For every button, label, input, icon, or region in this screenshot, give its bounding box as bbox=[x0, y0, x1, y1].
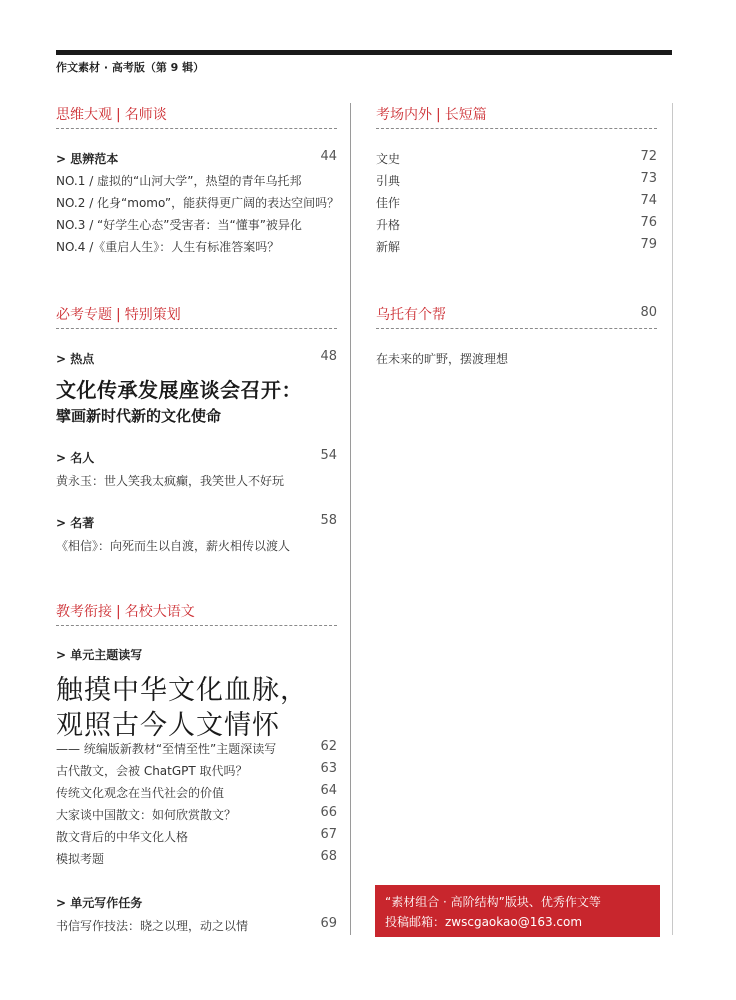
toc-item[interactable]: 文史 bbox=[376, 152, 401, 166]
section-title: 教考衔接 bbox=[56, 604, 112, 620]
page-number: 76 bbox=[640, 215, 657, 230]
group-label-unit-writing: > 单元写作任务 bbox=[56, 896, 143, 910]
toc-item[interactable]: 在未来的旷野，摆渡理想 bbox=[376, 352, 509, 366]
page-number: 79 bbox=[640, 237, 657, 252]
feature-subhead[interactable]: 擘画新时代新的文化使命 bbox=[56, 407, 222, 425]
page-number: 72 bbox=[640, 149, 657, 164]
page-number: 66 bbox=[320, 805, 337, 820]
toc-item[interactable]: 《相信》：向死而生以自渡，薪火相传以渡人 bbox=[56, 539, 291, 553]
section-subtitle: 特别策划 bbox=[124, 307, 181, 323]
dashed-divider bbox=[376, 328, 657, 329]
page-number: 73 bbox=[640, 171, 657, 186]
feature-dash-subtitle[interactable]: —— 统编版新教材“至情至性”主题深读写 bbox=[56, 742, 277, 756]
header-rule bbox=[56, 50, 672, 55]
toc-item[interactable]: 古代散文，会被 ChatGPT 取代吗？ bbox=[56, 764, 248, 778]
toc-item[interactable]: 传统文化观念在当代社会的价值 bbox=[56, 786, 225, 800]
toc-item[interactable]: 散文背后的中华文化人格 bbox=[56, 830, 189, 844]
right-edge-rule bbox=[672, 103, 673, 935]
section-subtitle: 长短篇 bbox=[444, 107, 487, 123]
page-number: 74 bbox=[640, 193, 657, 208]
page-number: 67 bbox=[320, 827, 337, 842]
page-number: 64 bbox=[320, 783, 337, 798]
dashed-divider bbox=[56, 128, 337, 129]
heading-separator: | bbox=[116, 107, 121, 123]
section-title: 思维大观 bbox=[56, 107, 112, 123]
dashed-divider bbox=[56, 328, 337, 329]
feature-headline[interactable]: 文化传承发展座谈会召开： bbox=[56, 378, 302, 402]
toc-item[interactable]: NO.2 / 化身“momo”，能获得更广阔的表达空间吗？ bbox=[56, 196, 340, 210]
group-label-famous-person: > 名人 bbox=[56, 451, 95, 465]
page-number: 58 bbox=[320, 513, 337, 528]
heading-separator: | bbox=[116, 307, 121, 323]
group-label-famous-book: > 名著 bbox=[56, 516, 95, 530]
group-label-hot: > 热点 bbox=[56, 352, 95, 366]
toc-item[interactable]: 新解 bbox=[376, 240, 401, 254]
promo-line: “素材组合 · 高阶结构”版块、优秀作文等 bbox=[385, 895, 601, 909]
section-title: 必考专题 bbox=[56, 307, 112, 323]
toc-item[interactable]: 书信写作技法：晓之以理，动之以情 bbox=[56, 919, 249, 933]
column-divider bbox=[350, 103, 351, 935]
dashed-divider bbox=[56, 625, 337, 626]
page-number: 48 bbox=[320, 349, 337, 364]
toc-item[interactable]: 佳作 bbox=[376, 196, 401, 210]
group-label-unit-reading: > 单元主题读写 bbox=[56, 648, 143, 662]
toc-item[interactable]: 黄永玉：世人笑我太疯癫，我笑世人不好玩 bbox=[56, 474, 285, 488]
section-subtitle: 名师谈 bbox=[124, 107, 167, 123]
feature-headline-line2[interactable]: 观照古今人文情怀 bbox=[56, 710, 280, 741]
page-number: 62 bbox=[320, 739, 337, 754]
promo-email[interactable]: 投稿邮箱：zwscgaokao@163.com bbox=[385, 915, 583, 929]
page-number: 69 bbox=[320, 916, 337, 931]
section-heading-jiaokao bbox=[56, 601, 195, 621]
heading-separator: | bbox=[436, 107, 441, 123]
toc-item[interactable]: 引典 bbox=[376, 174, 401, 188]
section-title: 考场内外 bbox=[376, 107, 432, 123]
page-number: 54 bbox=[320, 448, 337, 463]
submission-promo-box bbox=[375, 885, 660, 937]
group-label-sibian: > 思辨范本 bbox=[56, 152, 119, 166]
toc-item[interactable]: 升格 bbox=[376, 218, 401, 232]
toc-item[interactable]: NO.1 / 虚拟的“山河大学”，热望的青年乌托邦 bbox=[56, 174, 302, 188]
page-number: 68 bbox=[320, 849, 337, 864]
page-number: 80 bbox=[640, 305, 657, 320]
feature-headline-line1[interactable]: 触摸中华文化血脉， bbox=[56, 675, 308, 706]
section-heading-wutuo: 乌托有个帮 bbox=[376, 307, 446, 323]
section-heading-bikao bbox=[56, 304, 181, 324]
toc-item[interactable]: NO.4 /《重启人生》：人生有标准答案吗？ bbox=[56, 240, 280, 254]
section-subtitle: 名校大语文 bbox=[124, 604, 195, 620]
section-heading-kaochang bbox=[376, 104, 487, 124]
page-number: 63 bbox=[320, 761, 337, 776]
toc-item[interactable]: 模拟考题 bbox=[56, 852, 105, 866]
magazine-title: 作文素材 · 高考版（第 9 辑） bbox=[56, 61, 205, 74]
section-heading-siwei bbox=[56, 104, 167, 124]
toc-item[interactable]: 大家谈中国散文：如何欣赏散文？ bbox=[56, 808, 237, 822]
dashed-divider bbox=[376, 128, 657, 129]
toc-item[interactable]: NO.3 / “好学生心态”受害者：当“懂事”被异化 bbox=[56, 218, 302, 232]
heading-separator: | bbox=[116, 604, 121, 620]
page-number: 44 bbox=[320, 149, 337, 164]
